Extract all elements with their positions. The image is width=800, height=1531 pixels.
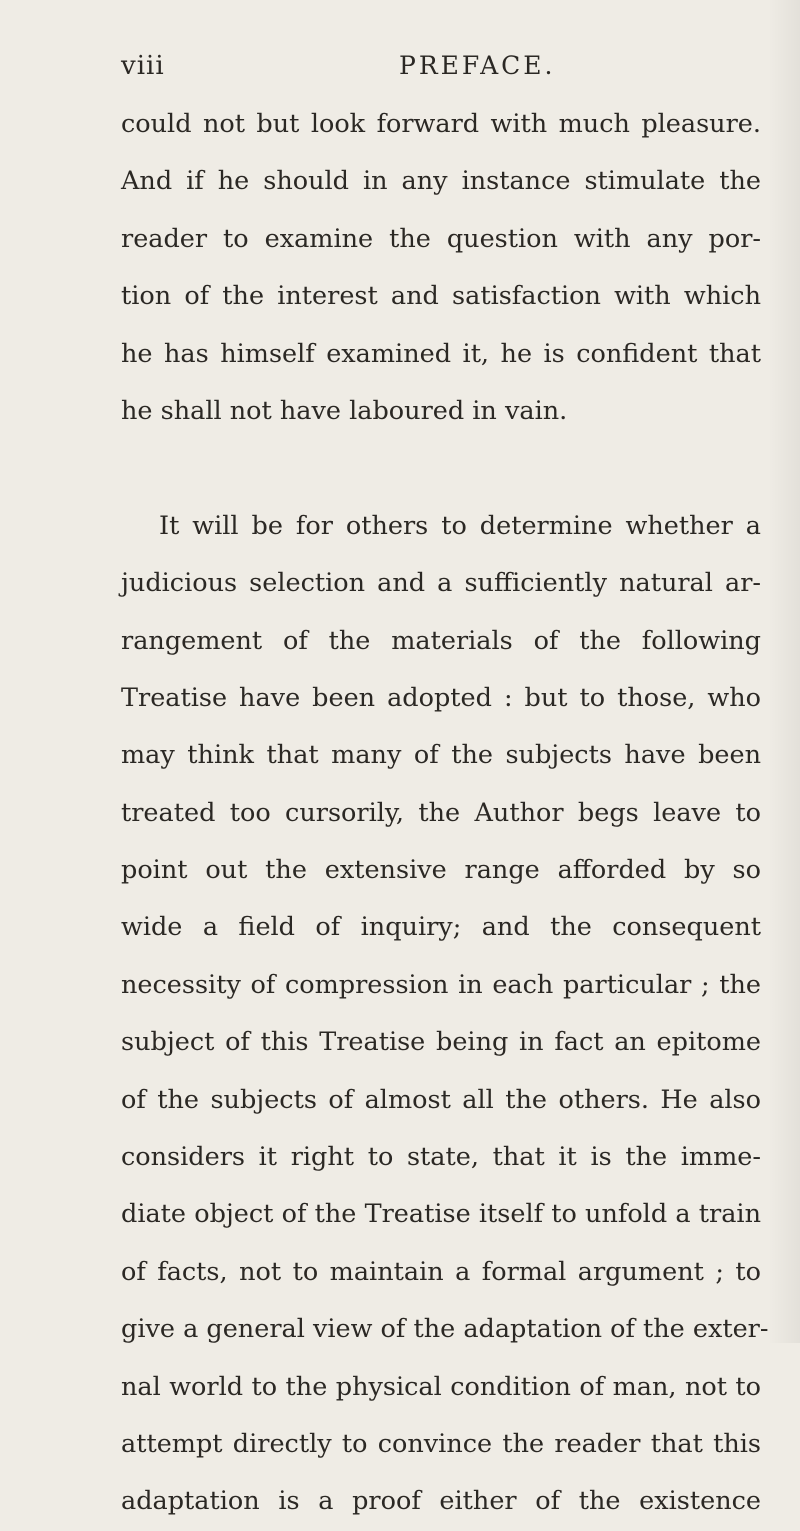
- text-line: considers it right to state, that it is the imme-: [121, 1142, 761, 1173]
- text-line: could not but look forward with much pleasure.: [121, 109, 761, 139]
- running-head: [121, 51, 721, 91]
- text-line: diate object of the Treatise itself to unfold a train: [121, 1199, 761, 1230]
- text-line: judicious selection and a sufficiently natural ar-: [121, 568, 761, 599]
- text-line: reader to examine the question with any por-: [121, 223, 761, 254]
- text-line: It will be for others to determine whether a: [159, 510, 761, 541]
- body-text: [121, 96, 769, 1531]
- text-line: point out the extensive range afforded by so: [121, 855, 761, 886]
- text-line: treated too cursorily, the Author begs leave to: [121, 797, 761, 828]
- text-line: may think that many of the subjects have been: [121, 740, 761, 771]
- text-line: necessity of compression in each particular ; the: [121, 969, 761, 1000]
- page-number: viii: [121, 51, 165, 81]
- text-line: of facts, not to maintain a formal argument ; to: [121, 1256, 761, 1287]
- text-line: adaptation is a proof either of the existence: [121, 1486, 761, 1517]
- paragraph-gap: [121, 440, 761, 497]
- text-line: rangement of the materials of the following: [121, 625, 761, 656]
- text-line: subject of this Treatise being in fact an epitome: [121, 1027, 761, 1058]
- text-line: nal world to the physical condition of man, not to: [121, 1371, 761, 1402]
- text-line: wide a field of inquiry; and the consequent: [121, 912, 761, 943]
- running-title: PREFACE.: [399, 51, 556, 80]
- text-line: And if he should in any instance stimulate the: [121, 166, 761, 197]
- text-line: of the subjects of almost all the others. He also: [121, 1084, 761, 1115]
- text-line: he shall not have laboured in vain.: [121, 395, 568, 426]
- text-line: Treatise have been adopted : but to those, who: [121, 682, 761, 713]
- text-line: attempt directly to convince the reader that this: [121, 1428, 761, 1459]
- text-line: give a general view of the adaptation of the exter-: [121, 1314, 769, 1345]
- text-line: tion of the interest and satisfaction with which: [121, 281, 761, 312]
- text-line: he has himself examined it, he is confident that: [121, 338, 761, 369]
